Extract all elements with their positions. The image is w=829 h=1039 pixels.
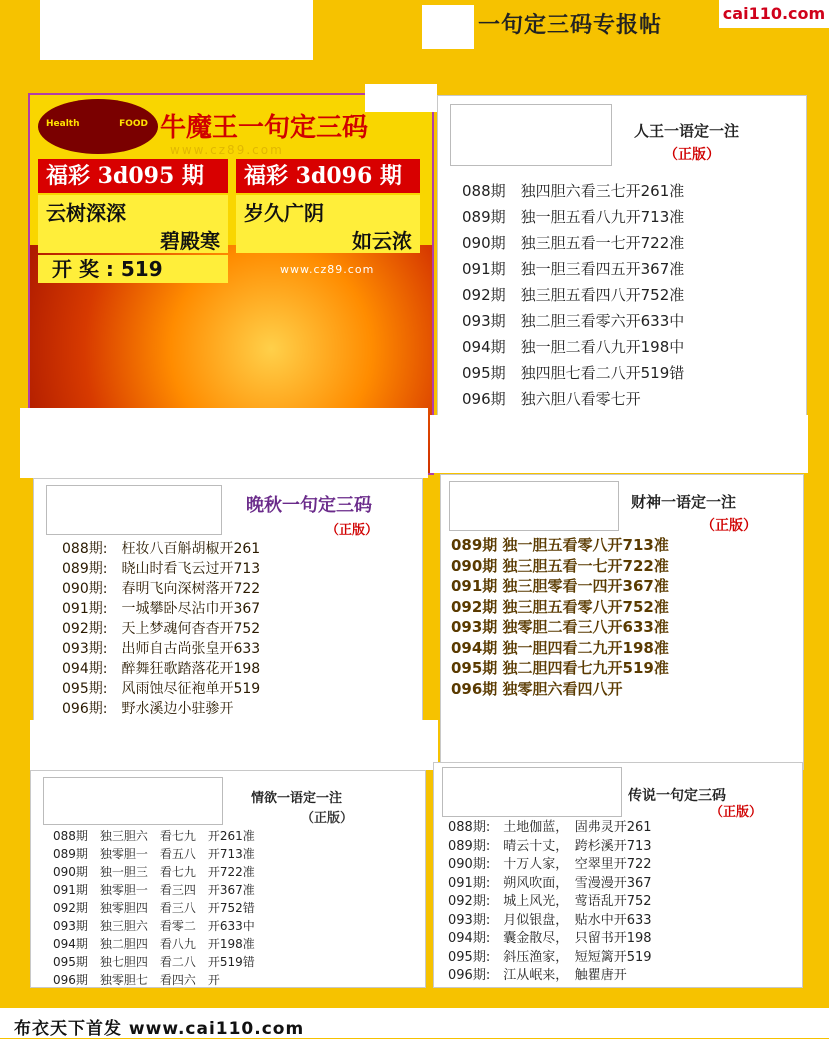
list-item: 094期: 囊金散尽， 只留书开198: [448, 931, 652, 946]
banner-name: 牛魔王一句定三码: [160, 113, 369, 143]
panel-renwang: [437, 95, 807, 425]
list-item: 095期 独二胆四看七九开519准: [451, 659, 669, 677]
list-item: 092期 独零胆四 看三八 开752错: [53, 901, 255, 915]
list-item: 092期 独三胆五看零八开752准: [451, 597, 669, 616]
list-item: 093期: 出师自古尚张皇开633: [62, 641, 261, 657]
list-item: 089期 独一胆五看零八开713准: [451, 536, 669, 554]
banner-blank-bottom: [20, 408, 428, 478]
renwang-blank-bottom: [430, 415, 808, 473]
list-item: 092期: 城上风光， 莺语乱开752: [448, 894, 652, 909]
list-item: 096期 独六胆八看零七开: [462, 390, 641, 408]
list-item: 091期: 朔风吹面， 雪漫漫开367: [448, 875, 652, 891]
panel-qingyu-blank: [43, 777, 223, 825]
list-item: 096期: 江从岷来， 触瞿唐开: [448, 968, 627, 983]
panel-chuanshuo-blank: [442, 767, 622, 817]
panel-caishen-subtitle: （正版）: [701, 518, 757, 534]
panel-renwang-subtitle: （正版）: [664, 147, 720, 163]
panel-qingyu: [30, 770, 426, 988]
middle-blank-strip: [30, 720, 438, 770]
list-item: 090期 独一胆三 看七九 开722准: [53, 865, 255, 879]
panel-chuanshuo-list: [448, 819, 652, 986]
list-item: 088期: 枉妆八百斛胡椒开261: [62, 541, 261, 557]
poem-left: [38, 195, 228, 253]
panel-renwang-list: [462, 178, 684, 412]
list-item: 095期: 风雨蚀尽征袍单开519: [62, 681, 261, 697]
panel-chuanshuo-subtitle: （正版）: [710, 805, 763, 820]
panel-wanqiu-subtitle: （正版）: [326, 523, 379, 538]
list-item: 093期: 月似银盘， 贴水中开633: [448, 912, 652, 928]
panel-qingyu-subtitle: （正版）: [301, 811, 354, 826]
poem-left-line1: 云树深深: [46, 201, 126, 225]
poem-right: [236, 195, 420, 253]
header-blank-mid: [422, 5, 474, 49]
list-item: 089期: 晓山时看飞云过开713: [62, 561, 261, 577]
list-item: 090期 独三胆五看一七开722准: [462, 234, 685, 252]
issue-left: 福彩 3d095 期: [38, 159, 228, 193]
list-item: 095期 独四胆七看二八开519错: [462, 364, 685, 382]
panel-caishen-title: 财神一语定一注: [631, 493, 737, 511]
list-item: 096期 独零胆七 看四六 开: [53, 973, 220, 987]
list-item: 091期 独零胆一 看三四 开367准: [53, 883, 255, 897]
list-item: 093期 独三胆六 看零二 开633中: [53, 919, 255, 933]
list-item: 090期: 春明飞向深树落开722: [62, 581, 261, 597]
list-item: 095期: 斜压渔家， 短短篱开519: [448, 949, 652, 965]
list-item: 094期 独二胆四 看八九 开198准: [53, 937, 255, 951]
poem-left-line2: 碧殿寒: [160, 229, 220, 253]
list-item: 089期 独一胆五看八九开713准: [462, 208, 685, 226]
list-item: 096期: 野水溪边小驻骖开: [62, 701, 234, 717]
poem-right-line1: 岁久广阴: [244, 201, 324, 225]
draw-result: 开 奖 : 519: [38, 255, 228, 283]
list-item: 096期 独零胆六看四八开: [451, 679, 623, 698]
panel-qingyu-title: 情欲一语定一注: [251, 791, 343, 806]
list-item: 093期 独二胆三看零六开633中: [462, 312, 685, 330]
list-item: 093期 独零胆二看三八开633准: [451, 618, 669, 636]
list-item: 091期 独一胆三看四五开367准: [462, 260, 685, 278]
issue-right: 福彩 3d096 期: [236, 159, 420, 193]
panel-renwang-blank: [450, 104, 612, 166]
list-item: 091期: 一城攀卧尽沾巾开367: [62, 601, 261, 617]
list-item: 092期: 天上梦魂何杳杳开752: [62, 621, 261, 637]
list-item: 094期: 醉舞狂歌踏落花开198: [62, 661, 261, 677]
poem-right-line2: 如云浓: [352, 229, 412, 253]
list-item: 088期: 土地伽蓝， 固弗灵开261: [448, 820, 652, 835]
site-badge[interactable]: cai110.com: [719, 0, 829, 28]
panel-chuanshuo: [433, 762, 803, 988]
list-item: 094期 独一胆四看二九开198准: [451, 638, 669, 657]
list-item: 089期 独零胆一 看五八 开713准: [53, 847, 255, 861]
panel-qingyu-list: [53, 827, 255, 989]
list-item: 092期 独三胆五看四八开752准: [462, 286, 685, 304]
panel-wanqiu-blank: [46, 485, 222, 535]
list-item: 091期 独三胆零看一四开367准: [451, 577, 669, 595]
panel-caishen-list: [451, 535, 669, 699]
list-item: 090期 独三胆五看一七开722准: [451, 556, 669, 575]
panel-wanqiu-title: 晚秋一句定三码: [246, 495, 372, 516]
panel-wanqiu: [33, 478, 423, 740]
list-item: 090期: 十万人家， 空翠里开722: [448, 857, 652, 872]
list-item: 089期: 晴云十丈， 跨杉溪开713: [448, 838, 652, 854]
banner-watermark-top: www.cz89.com: [170, 143, 284, 157]
page-title: 一句定三码专报帖: [478, 13, 663, 38]
list-item: 095期 独七胆四 看二八 开519错: [53, 955, 255, 969]
footer: [0, 1008, 829, 1038]
panel-caishen: [440, 474, 804, 770]
footer-text[interactable]: 布衣天下首发 www.cai110.com: [14, 1019, 305, 1039]
banner-watermark-bottom: www.cz89.com: [280, 263, 375, 276]
header-blank-left: [40, 0, 313, 60]
banner-blank-top: [365, 84, 437, 112]
panel-caishen-blank: [449, 481, 619, 531]
bull-logo-icon: [38, 99, 158, 154]
list-item: 088期 独三胆六 看七九 开261准: [53, 829, 255, 843]
panel-chuanshuo-title: 传说一句定三码: [628, 788, 726, 804]
logo-left-text: Health: [46, 119, 80, 129]
list-item: 088期 独四胆六看三七开261准: [462, 182, 685, 200]
panel-wanqiu-list: [62, 539, 260, 719]
list-item: 094期 独一胆二看八九开198中: [462, 338, 685, 356]
logo-right-text: FOOD: [119, 119, 148, 129]
panel-renwang-title: 人王一语定一注: [634, 122, 740, 140]
